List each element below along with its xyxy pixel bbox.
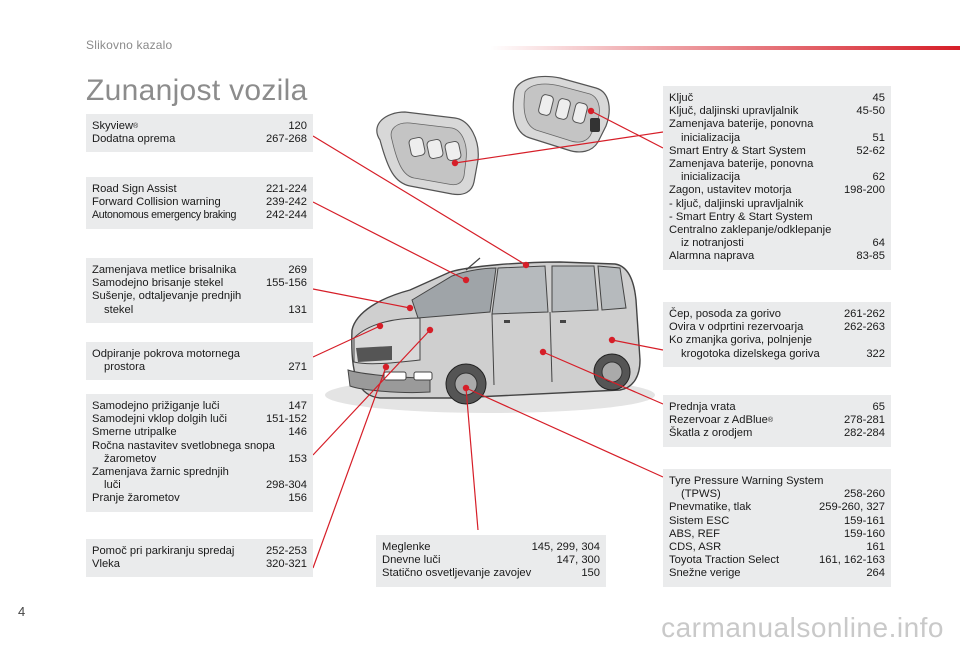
index-entry xyxy=(669,211,885,224)
page-reference: 269 xyxy=(288,264,307,276)
page-reference: 147 xyxy=(288,400,307,412)
index-entry xyxy=(669,171,885,184)
index-entry-text: Rezervoar z AdBlue xyxy=(669,414,768,427)
page-reference: 242-244 xyxy=(265,209,307,222)
index-entry xyxy=(669,224,885,237)
index-entry-text: - ključ, daljinski upravljalnik xyxy=(669,197,804,210)
page-reference: 267-268 xyxy=(265,133,307,146)
index-entry-text: Sistem ESC xyxy=(669,514,730,527)
page-reference: 258-260 xyxy=(843,488,885,501)
index-entry-text: Sušenje, odtaljevanje prednjih xyxy=(92,290,242,303)
page-reference: 320-321 xyxy=(265,558,307,571)
page-reference: 161, 162-163 xyxy=(819,554,885,567)
page-reference: 120 xyxy=(288,120,307,132)
index-entry-text: Ko zmanjka goriva, polnjenje xyxy=(669,334,813,347)
key-fob-icon xyxy=(377,112,478,195)
registered-mark: ® xyxy=(767,417,774,425)
index-entry xyxy=(669,401,885,414)
index-entry xyxy=(669,348,885,361)
index-entry-text: Tyre Pressure Warning System xyxy=(669,475,824,487)
index-entry xyxy=(92,440,307,453)
page-reference: 282-284 xyxy=(843,427,885,440)
page-reference: 64 xyxy=(872,237,885,250)
page-reference: 262-263 xyxy=(843,321,885,334)
index-entry xyxy=(669,158,885,171)
index-entry xyxy=(92,290,307,303)
index-entry-text: iz notranjosti xyxy=(681,237,744,250)
index-entry xyxy=(92,264,307,277)
index-entry xyxy=(669,237,885,250)
index-entry xyxy=(92,479,307,492)
index-entry-text: Meglenke xyxy=(382,541,431,553)
index-entry-text: Smart Entry & Start System xyxy=(669,144,806,157)
page-reference: 264 xyxy=(866,567,885,580)
right-box-1 xyxy=(663,86,891,270)
left-box-3 xyxy=(86,258,313,323)
right-box-2 xyxy=(663,302,891,367)
index-entry-text: Samodejno brisanje stekel xyxy=(92,277,224,290)
index-entry xyxy=(669,184,885,197)
index-entry xyxy=(92,183,307,196)
index-entry-text: - Smart Entry & Start System xyxy=(669,210,813,223)
index-entry-text: Ročna nastavitev svetlobnega snopa xyxy=(92,439,275,452)
page-reference: 52-62 xyxy=(856,144,885,157)
index-entry xyxy=(669,321,885,334)
page-reference: 252-253 xyxy=(265,545,307,557)
index-entry-text: Alarmna naprava xyxy=(669,250,755,263)
page-reference: 278-281 xyxy=(843,414,885,427)
index-entry-text: Ključ, daljinski upravljalnik xyxy=(669,105,799,118)
page-reference: 146 xyxy=(288,426,307,439)
watermark: carmanualsonline.info xyxy=(661,612,944,643)
index-entry-text: Smerne utripalke xyxy=(92,426,177,439)
page-reference: 45 xyxy=(872,92,885,104)
index-entry xyxy=(92,196,307,209)
page-reference: 261-262 xyxy=(843,308,885,320)
index-entry-text: luči xyxy=(104,479,121,492)
index-entry-text: Zamenjava metlice brisalnika xyxy=(92,264,237,276)
page-reference: 147, 300 xyxy=(556,554,600,567)
index-entry xyxy=(669,414,885,427)
left-box-6 xyxy=(86,539,313,577)
index-entry-text: Snežne verige xyxy=(669,567,741,580)
left-box-5 xyxy=(86,394,313,512)
index-entry xyxy=(669,308,885,321)
page-reference: 156 xyxy=(288,492,307,505)
page-reference: 271 xyxy=(288,361,307,374)
page-reference: 259-260, 327 xyxy=(819,501,885,514)
index-entry-text: Škatla z orodjem xyxy=(669,427,753,440)
page-title: Zunanjost vozila xyxy=(86,74,308,107)
index-entry-text: Road Sign Assist xyxy=(92,183,177,195)
index-entry-text: CDS, ASR xyxy=(669,541,722,554)
index-entry xyxy=(92,426,307,439)
index-entry xyxy=(669,554,885,567)
index-entry xyxy=(669,105,885,118)
registered-mark: ® xyxy=(133,123,139,130)
index-entry-text: Zamenjava baterije, ponovna xyxy=(669,118,814,131)
page-reference: 161 xyxy=(866,541,885,554)
page-reference: 298-304 xyxy=(265,479,307,492)
page-reference: 221-224 xyxy=(265,183,307,195)
index-entry-text: Dnevne luči xyxy=(382,554,441,567)
page-reference: 159-160 xyxy=(843,527,885,540)
index-entry xyxy=(92,133,307,146)
index-entry-text: Zagon, ustavitev motorja xyxy=(669,184,792,197)
index-entry xyxy=(669,92,885,105)
page-reference: 159-161 xyxy=(843,514,885,527)
index-entry-text: Statično osvetljevanje zavojev xyxy=(382,567,532,580)
index-entry xyxy=(382,554,600,567)
index-entry xyxy=(92,120,307,133)
index-entry-text: Odpiranje pokrova motornega xyxy=(92,348,241,360)
index-entry xyxy=(669,132,885,145)
page-reference: 83-85 xyxy=(856,250,885,263)
index-entry xyxy=(92,466,307,479)
index-entry xyxy=(669,475,885,488)
index-entry xyxy=(669,567,885,580)
index-entry-text: (TPWS) xyxy=(681,488,721,501)
index-entry xyxy=(382,567,600,580)
index-entry-text: Forward Collision warning xyxy=(92,196,221,209)
index-entry xyxy=(92,453,307,466)
index-entry xyxy=(382,541,600,554)
index-entry xyxy=(92,361,307,374)
index-entry xyxy=(92,304,307,317)
index-entry xyxy=(669,528,885,541)
page-reference: 131 xyxy=(288,303,307,316)
page-reference: 51 xyxy=(872,131,885,144)
left-box-4 xyxy=(86,342,313,380)
page-reference: 239-242 xyxy=(265,196,307,209)
page-reference: 198-200 xyxy=(843,184,885,197)
index-entry-text: Toyota Traction Select xyxy=(669,554,780,567)
index-entry-text: Samodejno prižiganje luči xyxy=(92,400,220,412)
left-box-2 xyxy=(86,177,313,229)
index-entry-text: Autonomous emergency braking xyxy=(92,209,237,222)
page-reference: 150 xyxy=(581,567,600,580)
index-entry xyxy=(669,118,885,131)
index-entry xyxy=(669,501,885,514)
right-box-4 xyxy=(663,469,891,587)
index-entry xyxy=(669,198,885,211)
index-entry xyxy=(669,427,885,440)
page-reference: 65 xyxy=(872,401,885,413)
index-entry-text: ABS, REF xyxy=(669,527,720,540)
index-entry-text: Skyview xyxy=(92,120,134,132)
index-entry-text: Centralno zaklepanje/odklepanje xyxy=(669,224,832,237)
index-entry xyxy=(669,541,885,554)
index-entry-text: krogotoka dizelskega goriva xyxy=(681,347,820,360)
index-entry xyxy=(92,277,307,290)
page-reference: 153 xyxy=(288,452,307,465)
index-entry-text: Pomoč pri parkiranju spredaj xyxy=(92,545,235,557)
page-reference: 322 xyxy=(866,347,885,360)
left-box-1 xyxy=(86,114,313,152)
index-entry xyxy=(669,515,885,528)
index-entry-text: Ovira v odprtini rezervoarja xyxy=(669,321,804,334)
index-entry xyxy=(92,209,307,222)
index-entry xyxy=(92,348,307,361)
page-reference: 145, 299, 304 xyxy=(531,541,600,553)
index-entry xyxy=(669,488,885,501)
index-entry-text: stekel xyxy=(104,303,134,316)
index-entry xyxy=(669,145,885,158)
page-reference: 151-152 xyxy=(265,413,307,426)
smart-key-icon xyxy=(513,77,609,152)
index-entry-text: inicializacija xyxy=(681,171,741,184)
index-entry-text: Dodatna oprema xyxy=(92,133,176,146)
index-entry xyxy=(92,400,307,413)
index-entry-text: Samodejni vklop dolgih luči xyxy=(92,413,227,426)
index-entry xyxy=(92,413,307,426)
bottom-box xyxy=(376,535,606,587)
index-entry xyxy=(92,492,307,505)
index-entry-text: Pranje žarometov xyxy=(92,492,180,505)
index-entry-text: Pnevmatike, tlak xyxy=(669,501,752,514)
index-entry-text: inicializacija xyxy=(681,131,741,144)
page-reference: 155-156 xyxy=(265,277,307,290)
page-number: 4 xyxy=(18,604,26,619)
right-box-3 xyxy=(663,395,891,447)
index-entry-text: Zamenjava žarnic sprednjih xyxy=(92,466,229,479)
section-label: Slikovno kazalo xyxy=(86,38,173,52)
index-entry-text: Čep, posoda za gorivo xyxy=(669,308,781,320)
index-entry-text: Ključ xyxy=(669,92,694,104)
page-reference: 62 xyxy=(872,171,885,184)
index-entry-text: prostora xyxy=(104,361,146,374)
index-entry xyxy=(92,558,307,571)
index-entry xyxy=(669,334,885,347)
index-entry-text: Vleka xyxy=(92,558,120,571)
index-entry-text: žarometov xyxy=(104,452,157,465)
index-entry-text: Zamenjava baterije, ponovna xyxy=(669,158,814,171)
index-entry xyxy=(92,545,307,558)
index-entry xyxy=(669,250,885,263)
page-reference: 45-50 xyxy=(856,105,885,118)
index-entry-text: Prednja vrata xyxy=(669,401,736,413)
